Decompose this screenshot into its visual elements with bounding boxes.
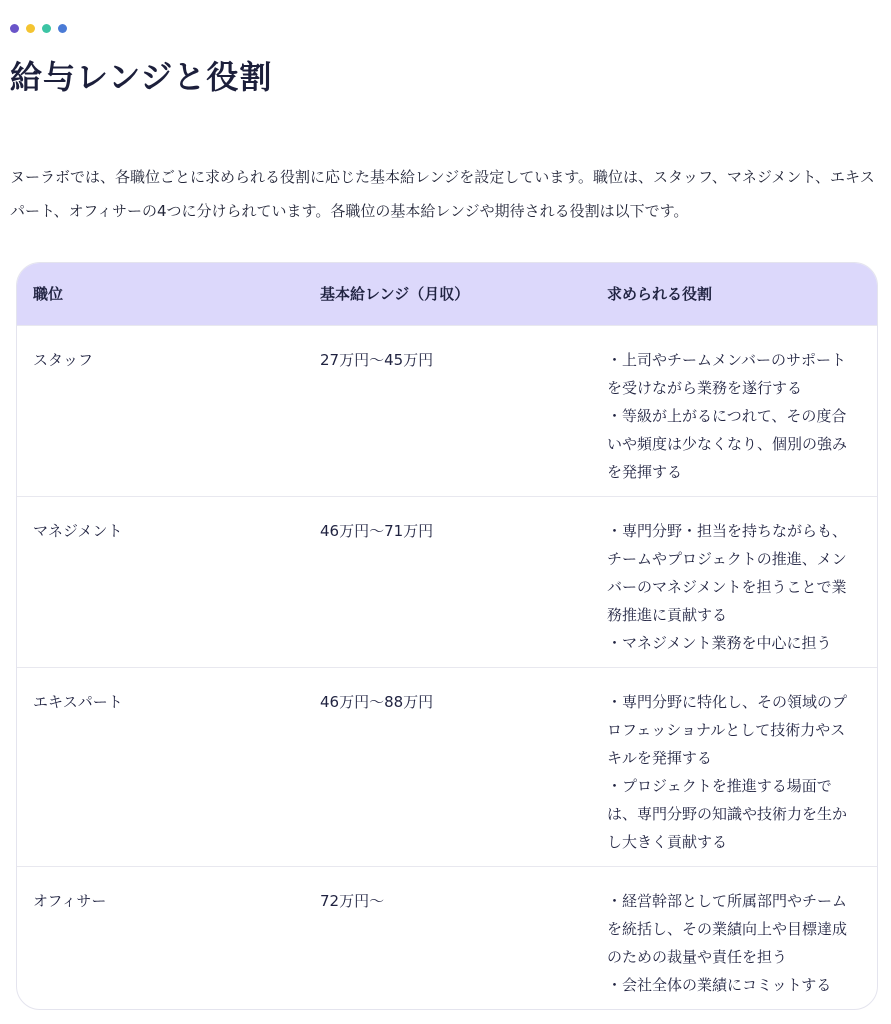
role-item: ・専門分野に特化し、その領域のプロフェッショナルとして技術力やスキルを発揮する [607,693,848,767]
salary-range-cell: 46万円〜71万円 [320,522,434,540]
table-row [17,667,877,866]
page-title: 給与レンジと役割 [10,58,273,96]
header-position: 職位 [33,285,64,303]
position-cell: スタッフ [33,351,94,369]
position-cell: オフィサー [33,892,107,910]
salary-range-cell: 72万円〜 [320,892,385,910]
role-item: ・マネジメント業務を中心に担う [607,634,832,652]
decorative-dots [10,24,67,33]
table-row [17,325,877,496]
role-item: ・等級が上がるにつれて、その度合いや頻度は少なくなり、個別の強みを発揮する [607,407,848,481]
dot-green [42,24,51,33]
salary-range-cell: 46万円〜88万円 [320,693,434,711]
table-row [17,866,877,1009]
dot-blue [58,24,67,33]
roles-cell [591,668,877,866]
salary-table [16,262,878,1010]
roles-cell [591,867,877,1009]
header-roles: 求められる役割 [607,285,713,303]
header-salary-range: 基本給レンジ（月収） [320,285,470,303]
dot-purple [10,24,19,33]
role-item: ・上司やチームメンバーのサポートを受けながら業務を遂行する [607,351,846,397]
table-header-row [17,263,877,325]
roles-cell [591,326,877,496]
role-item: ・プロジェクトを推進する場面では、専門分野の知識や技術力を生かし大きく貢献する [607,777,848,851]
intro-paragraph: ヌーラボでは、各職位ごとに求められる役割に応じた基本給レンジを設定しています。職位は、スタッフ、マネジメント、エキスパート、オフィサーの4つに分けられています。各職位の基本給レンジや期待される役割は以下です。 [10,168,875,220]
position-cell: マネジメント [33,522,123,540]
role-item: ・会社全体の業績にコミットする [607,976,832,994]
role-item: ・経営幹部として所属部門やチームを統括し、その業績向上や目標達成のための裁量や責任を担う [607,892,848,966]
dot-yellow [26,24,35,33]
role-item: ・専門分野・担当を持ちながらも、チームやプロジェクトの推進、メンバーのマネジメントを担うことで業務推進に貢献する [607,522,848,624]
table-row [17,496,877,667]
roles-cell [591,497,877,667]
position-cell: エキスパート [33,693,123,711]
salary-range-cell: 27万円〜45万円 [320,351,434,369]
